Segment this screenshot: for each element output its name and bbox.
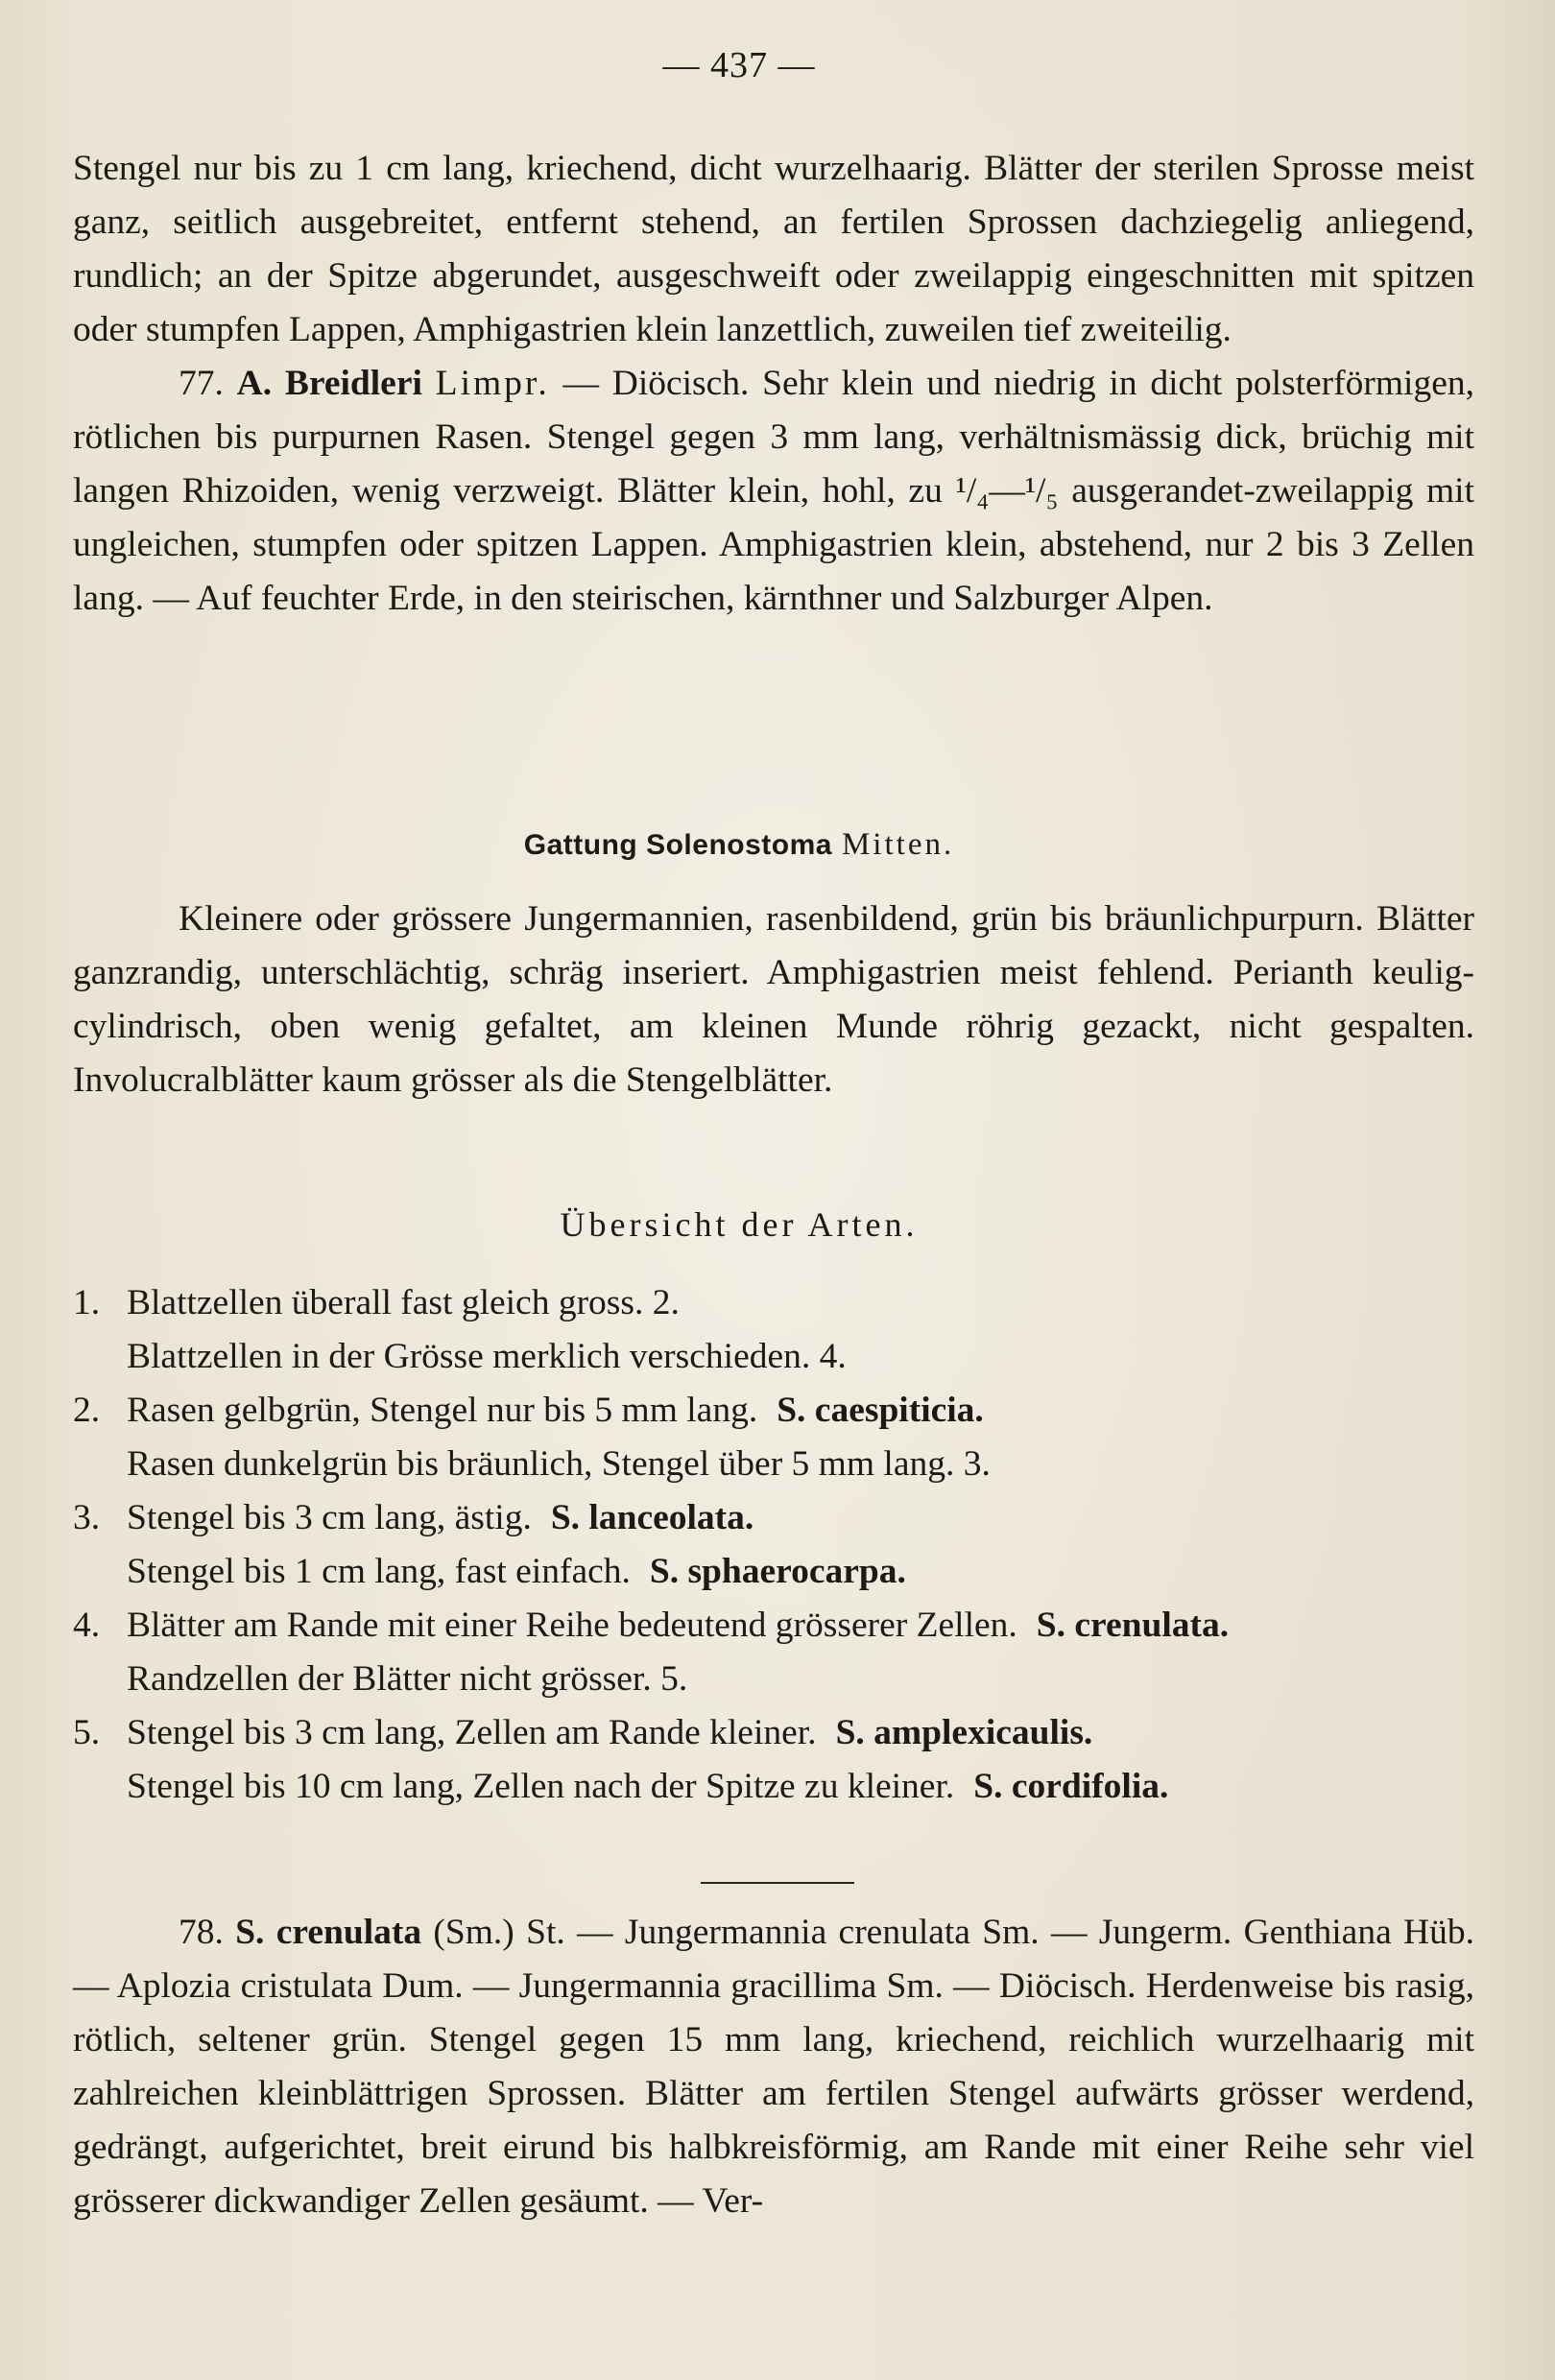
genus-author: Mitten. [841, 827, 955, 862]
species-78-paragraph [73, 1906, 1474, 2228]
species-77-fraction: ¹/₄—¹/₅ [955, 471, 1059, 511]
key-row-number: 5. [73, 1713, 101, 1752]
key-row [73, 1438, 1474, 1491]
section-divider [701, 1882, 854, 1884]
genus-description: Kleinere oder grössere Jungermannien, rasenbildend, grün bis bräunlichpurpurn. Blätter ganzrandig, unterschlächtig, schräg inseriert. Amphigastrien meist fehlend. Perianth keulig-cylindrisch, oben wenig gefaltet, am kleinen Munde röhrig gezackt, nicht gespalten. Involucralblätter kaum grösser als die Stengelblätter. [73, 899, 1474, 1100]
species-77-name: A. Breidleri [236, 364, 422, 403]
key-row-text: Stengel bis 1 cm lang, fast einfach. [127, 1552, 631, 1591]
key-row-number: 4. [73, 1606, 101, 1645]
key-row-text: Randzellen der Blätter nicht grösser. 5. [127, 1659, 688, 1699]
species-77-text-b: ausgerandet-zweilappig mit ungleichen, stumpfen oder spitzen Lappen. Amphigastrien klein, abstehend, nur 2 bis 3 Zellen lang. — Auf feuchter Erde, in den steirischen, kärnthner und Salzburger Alpen. [73, 471, 1475, 618]
key-row-taxon: S. cordifolia. [973, 1767, 1169, 1806]
key-row-taxon: S. sphaerocarpa. [649, 1552, 906, 1591]
continuation-text: Stengel nur bis zu 1 cm lang, kriechend, dicht wurzelhaarig. Blätter der sterilen Sprosse meist ganz, seitlich ausgebreitet, entfernt stehend, an fertilen Sprossen dachziegelig anliegend, rundlich; an der Spitze abgerundet, ausgeschweift oder zweilappig eingeschnitten mit spitzen oder stumpfen Lappen, Amphigastrien klein lanzettlich, zuweilen tief zweiteilig. [73, 149, 1474, 349]
key-row-taxon: S. amplexicaulis. [835, 1713, 1093, 1752]
key-row-taxon: S. crenulata. [1036, 1606, 1230, 1645]
key-row [73, 1276, 1474, 1330]
page-number: — 437 — [662, 45, 816, 85]
key-row [73, 1384, 1474, 1438]
species-77-paragraph [73, 357, 1474, 626]
key-row-number: 2. [73, 1391, 101, 1430]
key-row [73, 1706, 1474, 1760]
key-row [73, 1491, 1474, 1545]
key-row-taxon: S. lanceolata. [550, 1498, 754, 1537]
key-row-text: Stengel bis 3 cm lang, ästig. [127, 1498, 532, 1537]
key-row-text: Blattzellen überall fast gleich gross. 2. [127, 1283, 680, 1322]
key-row-number: 1. [73, 1283, 101, 1322]
key-row-number: 3. [73, 1498, 101, 1537]
species-78-number: 78. [179, 1913, 224, 1952]
key-row [73, 1545, 1474, 1599]
species-78-text: (Sm.) St. — Jungermannia crenulata Sm. — Jungerm. Genthiana Hüb. — Aplozia cristulata Dum. — Jungermannia gracillima Sm. — Diöcisch. Herdenweise bis rasig, rötlich, seltener grün. Stengel gegen 15 mm lang, kriechend, reichlich wurzelhaarig mit zahlreichen kleinblättrigen Sprossen. Blätter am fertilen Stengel aufwärts grösser werdend, gedrängt, aufgerichtet, breit eirund bis halbkreisförmig, am Rande mit einer Reihe sehr viel grösserer dickwandiger Zellen gesäumt. — Ver- [73, 1913, 1474, 2221]
key-row-text: Rasen dunkelgrün bis bräunlich, Stengel über 5 mm lang. 3. [127, 1444, 991, 1484]
key-row-text: Blattzellen in der Grösse merklich verschieden. 4. [127, 1337, 847, 1376]
genus-heading [0, 827, 1478, 863]
species-77-text-a: — Diöcisch. Sehr klein und niedrig in dicht polsterförmigen, rötlichen bis purpurnen Rasen. Stengel gegen 3 mm lang, verhältnismässig dick, brüchig mit langen Rhizoiden, wenig verzweigt. Blätter klein, hohl, zu [73, 364, 1474, 511]
key-row [73, 1760, 1474, 1814]
key-row [73, 1599, 1474, 1653]
species-77-number: 77. [179, 364, 224, 403]
species-key [73, 1276, 1474, 1814]
genus-name: Gattung Solenostoma [523, 829, 832, 861]
species-78-section [73, 1906, 1474, 2228]
key-row [73, 1330, 1474, 1384]
genus-description-section [73, 892, 1474, 1107]
continuation-paragraph [73, 142, 1474, 357]
key-row-text: Rasen gelbgrün, Stengel nur bis 5 mm lang. [127, 1391, 758, 1430]
key-row-text: Stengel bis 3 cm lang, Zellen am Rande kleiner. [127, 1713, 817, 1752]
key-row-text: Blätter am Rande mit einer Reihe bedeutend grösserer Zellen. [127, 1606, 1017, 1645]
species-77-author: Limpr. [435, 364, 550, 403]
species-78-name: S. crenulata [235, 1913, 422, 1952]
key-row-text: Stengel bis 10 cm lang, Zellen nach der Spitze zu kleiner. [127, 1767, 955, 1806]
intro-section [73, 142, 1474, 626]
key-row-taxon: S. caespiticia. [777, 1391, 984, 1430]
key-title: Übersicht der Arten. [560, 1205, 919, 1244]
key-row [73, 1653, 1474, 1706]
